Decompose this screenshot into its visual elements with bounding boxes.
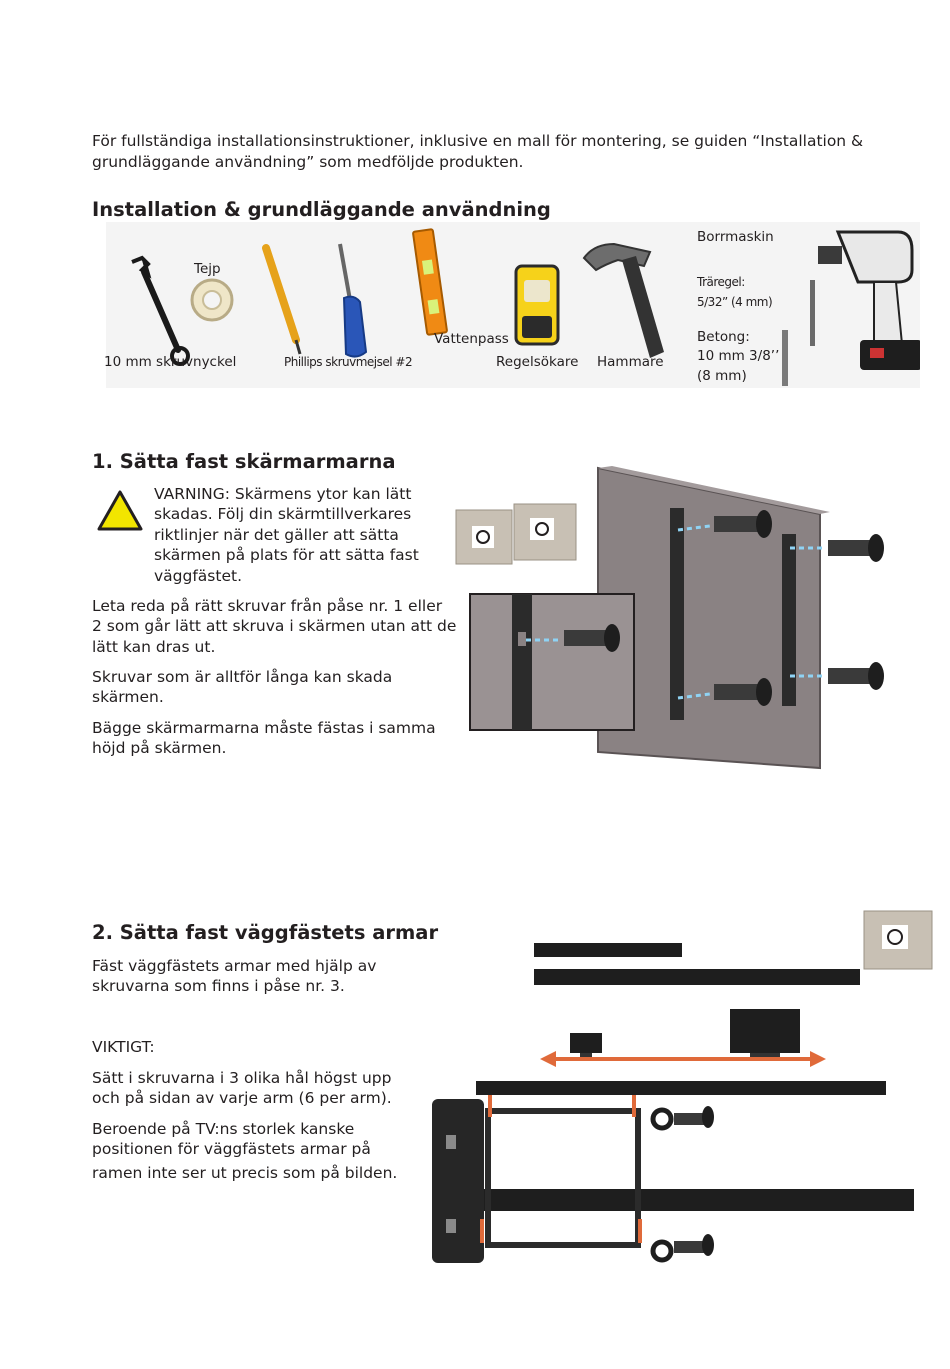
tool-label-level: Vattenpass — [434, 331, 509, 347]
screw-bag-1-icon — [456, 510, 512, 564]
concrete-size: 10 mm 3/8’’ — [697, 348, 780, 364]
intro-line-1: För fullständiga installationsinstruktioner, inklusive en mall för montering, se guiden “Installation & — [92, 132, 864, 150]
wood-label: Träregel: — [697, 275, 745, 289]
section2-p3-line-1: Beroende på TV:ns storlek kanske — [92, 1120, 355, 1138]
tool-label-tape: Tejp — [194, 261, 221, 277]
section2-p1-line-2: skruvarna som finns i påse nr. 3. — [92, 977, 345, 995]
section1-heading: 1. Sätta fast skärmarmarna — [92, 450, 396, 473]
bolt-icon — [653, 1234, 714, 1260]
wall-plate-frame — [432, 1081, 914, 1263]
wall-arms-illustration — [410, 905, 940, 1273]
concrete-label: Betong: — [697, 329, 750, 345]
section2-p2-line-2: och på sidan av varje arm (6 per arm). — [92, 1089, 392, 1107]
section1-p2-line-2: skärmen. — [92, 688, 164, 706]
screw-bag-3-icon — [864, 911, 932, 969]
concrete-drill-bit-icon — [782, 330, 788, 386]
large-tv-icon — [730, 1009, 800, 1057]
screwdriver-icon — [340, 244, 366, 357]
warning-line-4: skärmen på plats för att sätta fast — [154, 546, 419, 564]
screen-arms-illustration — [452, 462, 902, 774]
warning-icon — [97, 489, 143, 531]
tool-label-stud-finder: Regelsökare — [496, 354, 579, 370]
section2-heading: 2. Sätta fast väggfästets armar — [92, 921, 439, 944]
warning-line-1: VARNING: Skärmens ytor kan lätt — [154, 485, 412, 503]
important-label: VIKTIGT: — [92, 1038, 155, 1056]
pencil-icon — [266, 248, 300, 354]
wall-arm-long — [534, 969, 860, 985]
tape-icon — [192, 280, 232, 320]
warning-line-3: riktlinjer när det gäller att sätta — [154, 526, 399, 544]
screen-arm-right — [782, 534, 796, 706]
warning-line-2: skadas. Följ din skärmtillverkares — [154, 505, 412, 523]
intro-line-2: grundläggande användning” som medföljde produkten. — [92, 153, 524, 171]
tool-label-hammer: Hammare — [597, 354, 664, 370]
section1-p2-line-1: Skruvar som är alltför långa kan skada — [92, 668, 393, 686]
section1-p1-line-3: lätt kan dras ut. — [92, 638, 216, 656]
concrete-size-2: (8 mm) — [697, 368, 747, 384]
wrench-icon — [132, 258, 188, 364]
section2-p2-line-1: Sätt i skruvarna i 3 olika hål högst upp — [92, 1069, 392, 1087]
section2-p3-line-3: ramen inte ser ut precis som på bilden. — [92, 1164, 398, 1182]
hammer-icon — [584, 244, 664, 358]
screw-icon — [828, 534, 884, 562]
section2-p3-line-2: positionen för väggfästets armar på — [92, 1140, 371, 1158]
section1-p1-line-1: Leta reda på rätt skruvar från påse nr. 1 eller — [92, 597, 443, 615]
warning-line-5: väggfästet. — [154, 567, 242, 585]
stud-finder-icon — [516, 266, 558, 344]
tool-label-screwdriver: Phillips skruvmejsel #2 — [284, 355, 413, 369]
wood-drill-bit-icon — [810, 280, 815, 346]
small-tv-icon — [570, 1033, 602, 1057]
drill-label: Borrmaskin — [697, 229, 774, 245]
tool-label-wrench: 10 mm skruvnyckel — [104, 354, 237, 370]
bolt-icon — [653, 1106, 714, 1128]
section2-p1-line-1: Fäst väggfästets armar med hjälp av — [92, 957, 377, 975]
section1-p1-line-2: 2 som går lätt att skruva i skärmen utan att de — [92, 617, 457, 635]
section1-p3-line-2: höjd på skärmen. — [92, 739, 227, 757]
wood-size: 5/32” (4 mm) — [697, 295, 773, 309]
detail-inset — [470, 594, 634, 730]
level-icon — [413, 229, 447, 335]
drill-icon — [818, 232, 920, 370]
screen-arm-left — [670, 508, 684, 720]
section1-p3-line-1: Bägge skärmarmarna måste fästas i samma — [92, 719, 436, 737]
tools-heading: Installation & grundläggande användning — [92, 198, 551, 221]
wall-arm-short — [534, 943, 682, 957]
screw-icon — [828, 662, 884, 690]
screw-bag-2-icon — [514, 504, 576, 560]
